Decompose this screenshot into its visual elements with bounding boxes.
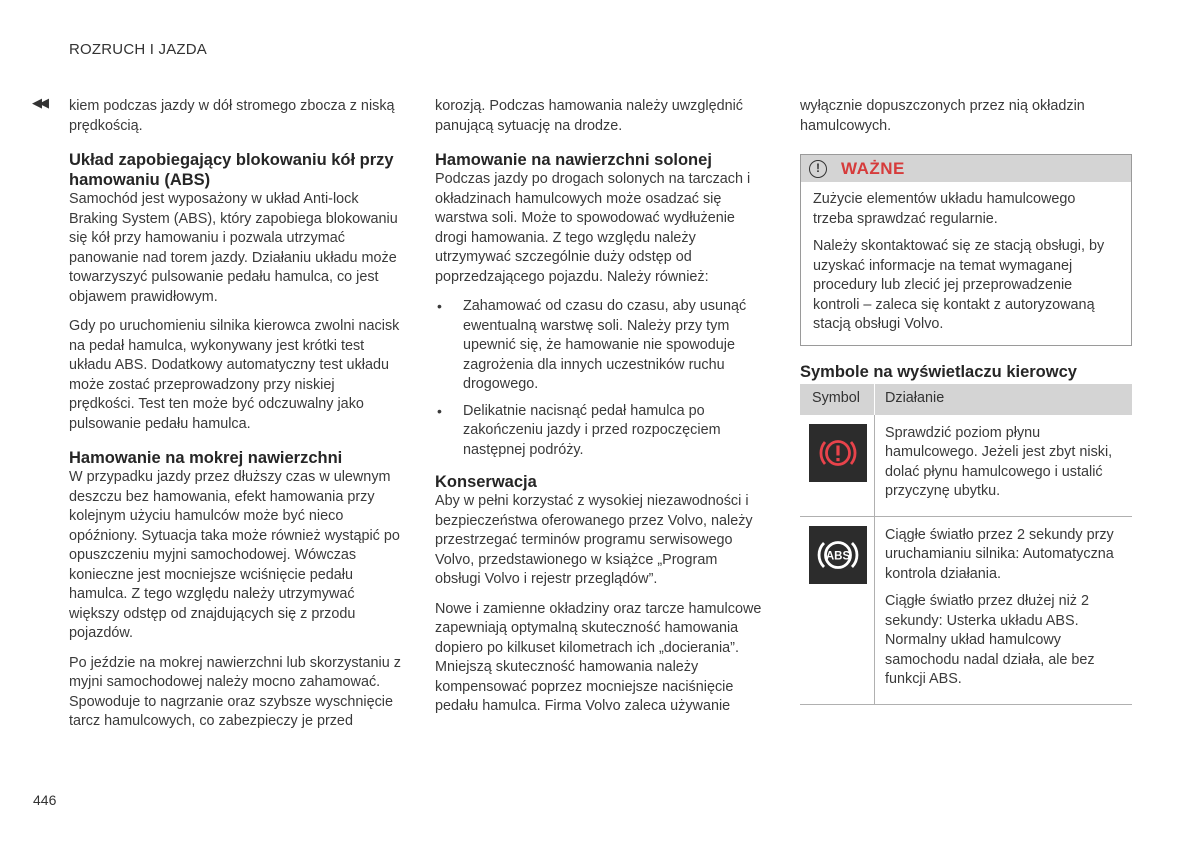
column-1	[69, 97, 403, 742]
table-header-symbol: Symbol	[800, 384, 875, 415]
paragraph: Gdy po uruchomieniu silnika kierowca zwolni nacisk na pedał hamulca, wykonywany jest krótki test układu ABS. Dodatkowy automatyczny test układu może zostać przeprowadzony przy niskiej prędkości. Test ten może być odczuwalny jako pulsowanie pedału hamulca.	[69, 318, 400, 432]
abs-icon	[809, 526, 867, 584]
symbol-description: Ciągłe światło przez 2 sekundy przy uruchamianiu silnika: Automatyczna kontrola działania.	[885, 526, 1114, 582]
heading-salted-surface: Hamowanie na nawierzchni solonej	[435, 151, 712, 169]
paragraph: Samochód jest wyposażony w układ Anti-lock Braking System (ABS), który zapobiega blokowaniu się kół przy hamowaniu i pozwala utrzymać panowanie nad torem jazdy. Działaniu układu może towarzyszyć pulsowanie pedału hamulca, co jest objawem prawidłowym.	[69, 191, 398, 305]
section-title: ROZRUCH I JAZDA	[69, 41, 207, 58]
symbols-heading: Symbole na wyświetlaczu kierowcy	[800, 362, 1077, 381]
list-item: • Delikatnie nacisnąć pedał hamulca po zakończeniu jazdy i przed rozpoczęciem następnej podróży.	[437, 402, 721, 458]
warning-icon: !	[809, 160, 827, 178]
warning-box	[800, 154, 1132, 346]
warning-header	[801, 155, 1131, 182]
paragraph: wyłącznie dopuszczonych przez nią okładzin hamulcowych.	[800, 98, 1085, 134]
page-number: 446	[33, 792, 57, 808]
paragraph: Należy skontaktować się ze stacją obsługi, by uzyskać informacje na temat wymaganej procedury lub zlecić jej przeprowadzenie kontroli – zaleca się kontakt z autoryzowaną stacją obsługi Volvo.	[813, 238, 1105, 332]
bullet-list	[435, 297, 765, 460]
heading-maintenance: Konserwacja	[435, 473, 537, 491]
heading-abs: Układ zapobiegający blokowaniu kół przy hamowaniu (ABS)	[69, 151, 394, 189]
paragraph: korozją. Podczas hamowania należy uwzględnić panującą sytuację na drodze.	[435, 98, 743, 134]
warning-body	[801, 182, 1131, 345]
bullet-icon: •	[437, 298, 442, 314]
abs-icon-label: ABS	[825, 550, 851, 562]
brake-warning-icon	[809, 424, 867, 482]
paragraph: Po jeździe na mokrej nawierzchni lub skorzystaniu z myjni samochodowej należy mocno zahamować. Spowoduje to nagrzanie oraz szybsze wyschnięcie tarcz hamulcowych, co zabezpieczy je przed	[69, 654, 401, 729]
continuation-arrows-icon: ◀◀	[32, 95, 46, 110]
column-2	[435, 97, 765, 727]
column-3	[800, 97, 1132, 705]
bullet-icon: •	[437, 402, 442, 419]
paragraph: Zużycie elementów układu hamulcowego trzeba sprawdzać regularnie.	[813, 191, 1076, 227]
paragraph: W przypadku jazdy przez dłuższy czas w ulewnym deszczu bez hamowania, efekt hamowania przy kolejnym użyciu hamulców może być nieco opóźniony. Sytuacja taka może również wystąpić po opuszczeniu myjni samochodowej. Wówczas konieczne jest mocniejsze wciśnięcie pedału hamulca. Z tego względu należy utrzymywać większy odstęp od znajdujących się z przodu pojazdów.	[69, 469, 400, 641]
paragraph: Nowe i zamienne okładziny oraz tarcze hamulcowe zapewniają optymalną skuteczność hamowania dopiero po kilkuset kilometrach ich „docierania”. Mniejszą skuteczność hamowania należy kompensować poprzez mocniejsze naciśnięcie pedału hamulca. Firma Volvo zaleca używanie	[435, 600, 762, 714]
table-header-row	[800, 384, 1132, 415]
symbol-description: Ciągłe światło przez dłużej niż 2 sekundy: Usterka układu ABS. Normalny układ hamulcowy samochodu nadal działa, ale bez funkcji ABS.	[885, 593, 1095, 687]
list-item: • Zahamować od czasu do czasu, aby usunąć ewentualną warstwę soli. Należy przy tym upewnić się, że hamowanie nie spowoduje zagrożenia dla innych uczestników ruchu drogowego.	[437, 298, 747, 392]
paragraph: kiem podczas jazdy w dół stromego zbocza z niską prędkością.	[69, 98, 395, 134]
warning-title: WAŻNE	[841, 158, 905, 178]
symbol-description: Sprawdzić poziom płynu hamulcowego. Jeżeli jest zbyt niski, dolać płynu hamulcowego i ustalić przyczynę ubytku.	[885, 424, 1113, 499]
table-row	[800, 516, 1132, 704]
heading-wet-surface: Hamowanie na mokrej nawierzchni	[69, 449, 343, 467]
paragraph: Podczas jazdy po drogach solonych na tarczach i okładzinach hamulcowych może osadzać się warstwa soli. Może to spowodować wydłużenie drogi hamowania. Z tego względu należy utrzymywać szczególnie duży odstęp od poprzedzającego pojazdu. Należy również:	[435, 171, 751, 285]
table-header-action: Działanie	[875, 384, 1133, 415]
table-row	[800, 415, 1132, 517]
paragraph: Aby w pełni korzystać z wysokiej niezawodności i bezpieczeństwa oferowanego przez Volvo, należy przestrzegać terminów programu serwisowego Volvo, przedstawionego w książce „Program obsługi Volvo i rejestr przeglądów”.	[435, 493, 753, 587]
symbols-table	[800, 384, 1132, 705]
